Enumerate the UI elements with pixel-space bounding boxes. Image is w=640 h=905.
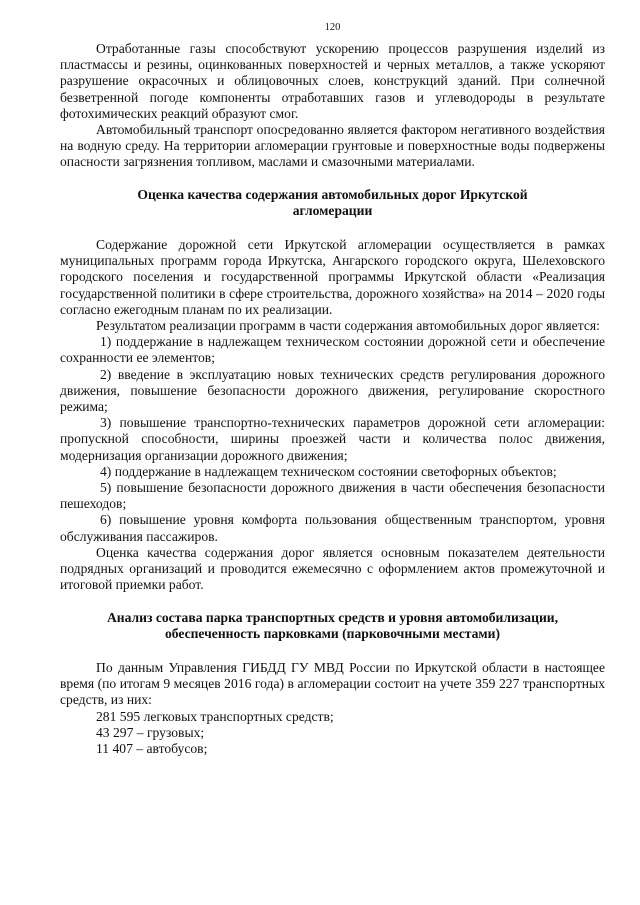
list-item: 11 407 – автобусов; [96, 740, 208, 756]
list-item-2: 2) введение в эксплуатацию новых технических средств регулирования дорожного движения, повышение безопасности дорожного движения, регулирование скоростного режима; [60, 366, 605, 415]
list-item: 43 297 – грузовых; [96, 724, 205, 740]
document-page [60, 22, 605, 757]
section2-paragraph-1: По данным Управления ГИБДД ГУ МВД России по Иркутской области в настоящее время (по итогам 9 месяцев 2016 года) в агломерации состоит на учете 359 227 транспортных средств, из них: [60, 659, 605, 708]
list-item-1: 1) поддержание в надлежащем техническом состоянии дорожной сети и обеспечение сохранности ее элементов; [60, 334, 605, 366]
heading-line-1: Анализ состава парка транспортных средств и уровня автомобилизации, [106, 609, 559, 625]
list-item-5: 5) повышение безопасности дорожного движения в части обеспечения безопасности пешеходов; [60, 480, 605, 512]
heading-line-2: агломерации [292, 202, 373, 218]
section-heading-vehicle-fleet [60, 610, 605, 642]
section-heading-road-maintenance [60, 187, 605, 219]
list-item: 281 595 легковых транспортных средств; [96, 708, 334, 724]
list-item-3: 3) повышение транспортно-технических параметров дорожной сети агломерации: пропускной способности, ширины проезжей части и количества полос движения, модернизация организации дорожного движения; [60, 415, 605, 463]
section1-paragraph-1: Содержание дорожной сети Иркутской агломерации осуществляется в рамках муниципальных программ города Иркутска, Ангарского городского округа, Шелеховского городского поселения и государственной программы Иркутской области «Реализация государственной политики в сфере строительства, дорожного хозяйства» на 2014 – 2020 годы согласно ежегодным планам по их реализации. [60, 237, 605, 317]
heading-line-1: Оценка качества содержания автомобильных дорог Иркутской [137, 186, 528, 202]
list-item-6: 6) повышение уровня комфорта пользования общественным транспортом, уровня обслуживания пассажиров. [60, 512, 605, 544]
intro-paragraph-1: Отработанные газы способствуют ускорению процессов разрушения изделий из пластмассы и резины, оцинкованных поверхностей и черных металлов, а также ускоряют разрушение окрасочных и облицовочных слоев, конструкций зданий. При солнечной безветренной погоде компоненты отработавших газов и углеводороды в результате фотохимических реакций образуют смог. [60, 41, 605, 121]
section1-paragraph-3: Оценка качества содержания дорог является основным показателем деятельности подрядных организаций и проводится ежемесячно с оформлением актов промежуточной и итоговой приемки работ. [60, 544, 605, 593]
page-number: 120 [324, 22, 341, 33]
list-item-4: 4) поддержание в надлежащем техническом состоянии светофорных объектов; [100, 463, 557, 479]
heading-line-2: обеспеченность парковками (парковочными местами) [164, 625, 501, 641]
section1-paragraph-2: Результатом реализации программ в части содержания автомобильных дорог является: [96, 318, 600, 334]
vehicle-count-list [96, 709, 605, 758]
intro-paragraph-2: Автомобильный транспорт опосредованно является фактором негативного воздействия на водную среду. На территории агломерации грунтовые и поверхностные воды подвержены опасности загрязнения топливом, маслами и смазочными материалами. [60, 122, 605, 170]
